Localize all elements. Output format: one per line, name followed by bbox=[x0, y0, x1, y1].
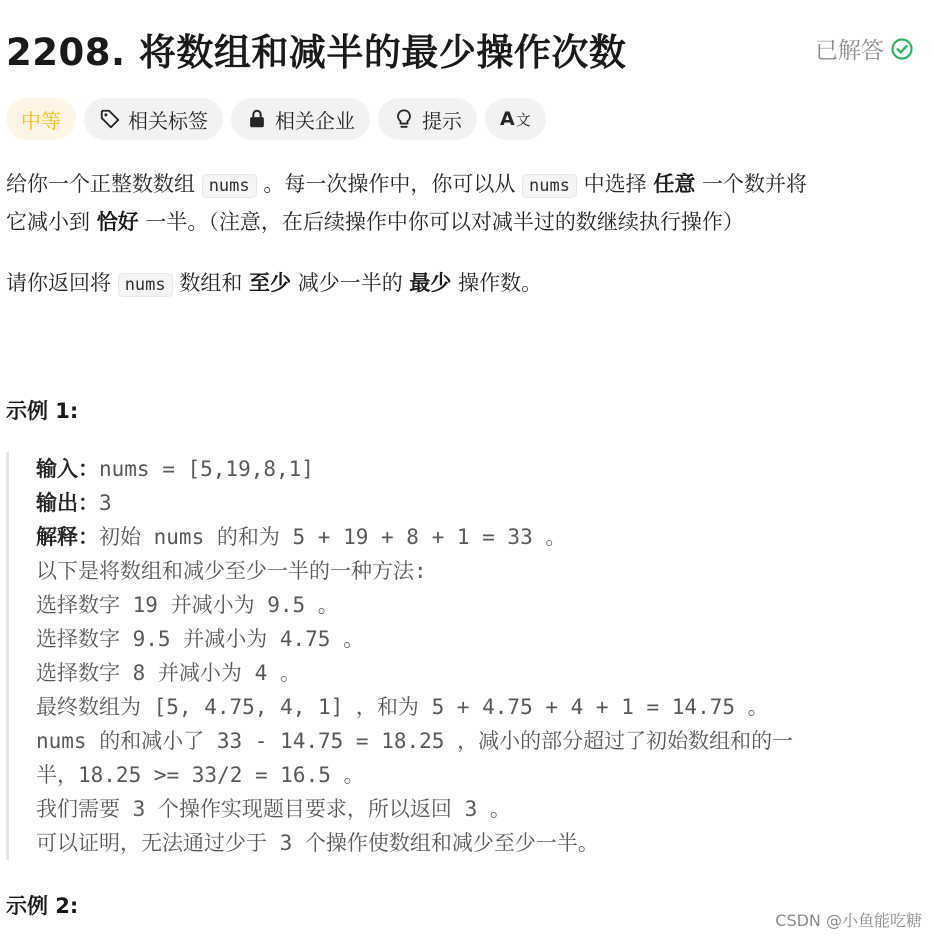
bold-text: 最少 bbox=[409, 271, 452, 295]
output-label: 输出： bbox=[36, 491, 99, 515]
text: 给你一个正整数数组 bbox=[6, 172, 195, 196]
explanation-line: 以下是将数组和减少至少一半的一种方法: bbox=[36, 559, 427, 583]
inline-code: nums bbox=[202, 174, 257, 198]
example-2-heading: 示例 2: bbox=[6, 894, 79, 918]
explanation-line: 最终数组为 [5, 4.75, 4, 1] ，和为 5 + 4.75 + 4 + 1 = 14.75 。 bbox=[36, 695, 769, 719]
problem-title: 2208. 将数组和减半的最少操作次数 bbox=[6, 31, 627, 74]
explanation-line: nums 的和减小了 33 - 14.75 = 18.25 ，减小的部分超过了初始数组和的一 bbox=[36, 729, 794, 753]
related-companies-label: 相关企业 bbox=[275, 108, 355, 133]
difficulty-label: 中等 bbox=[21, 108, 61, 133]
text: 数组和 bbox=[179, 271, 243, 295]
input-value: nums = [5,19,8,1] bbox=[99, 457, 314, 481]
description-line bbox=[6, 204, 807, 240]
related-tags-button[interactable] bbox=[84, 98, 223, 140]
bold-text: 至少 bbox=[249, 271, 292, 295]
lightbulb-icon bbox=[393, 108, 415, 130]
description-paragraph-2 bbox=[6, 265, 542, 303]
output-value: 3 bbox=[99, 491, 112, 515]
explanation-line: 我们需要 3 个操作实现题目要求，所以返回 3 。 bbox=[36, 797, 511, 821]
example-1-heading: 示例 1: bbox=[6, 399, 79, 423]
explanation-line: 选择数字 9.5 并减小为 4.75 。 bbox=[36, 627, 365, 651]
explanation-line: 可以证明，无法通过少于 3 个操作使数组和减少至少一半。 bbox=[36, 831, 599, 855]
text: 操作数。 bbox=[458, 271, 543, 295]
text: 中选择 bbox=[583, 172, 647, 196]
description-line bbox=[6, 166, 807, 204]
watermark: CSDN @小鱼能吃糖 bbox=[775, 911, 922, 930]
text: 一个数并将 bbox=[702, 172, 808, 196]
translate-icon: A bbox=[500, 108, 515, 130]
example-1-block bbox=[6, 452, 926, 860]
bold-text: 恰好 bbox=[96, 210, 139, 234]
bold-text: 任意 bbox=[653, 172, 696, 196]
tag-bar bbox=[6, 98, 546, 140]
hint-button[interactable] bbox=[378, 98, 477, 140]
tag-icon bbox=[99, 108, 121, 130]
example-input-line bbox=[36, 452, 926, 486]
text: 请你返回将 bbox=[6, 271, 111, 295]
explanation-line: 选择数字 19 并减小为 9.5 。 bbox=[36, 593, 339, 617]
explain-label: 解释： bbox=[36, 525, 99, 549]
input-label: 输入： bbox=[36, 457, 99, 481]
text: 。每一次操作中，你可以从 bbox=[263, 172, 516, 196]
difficulty-badge[interactable] bbox=[6, 98, 76, 140]
explanation-line: 半，18.25 >= 33/2 = 16.5 。 bbox=[36, 763, 365, 787]
inline-code: nums bbox=[522, 174, 577, 198]
translate-button[interactable] bbox=[485, 98, 546, 140]
inline-code: nums bbox=[118, 273, 173, 297]
text: 一半。（注意，在后续操作中你可以对减半过的数继续执行操作） bbox=[145, 210, 744, 234]
related-tags-label: 相关标签 bbox=[128, 108, 208, 133]
solved-status[interactable] bbox=[815, 32, 914, 65]
explain-value: 初始 nums 的和为 5 + 19 + 8 + 1 = 33 。 bbox=[99, 525, 567, 549]
text: 它减小到 bbox=[6, 210, 90, 234]
text: 减少一半的 bbox=[297, 271, 403, 295]
translate-icon-glyph: 文 bbox=[515, 110, 531, 129]
example-output-line bbox=[36, 486, 926, 520]
explanation-line: 选择数字 8 并减小为 4 。 bbox=[36, 661, 301, 685]
solved-label: 已解答 bbox=[815, 38, 884, 64]
example-explain-line bbox=[36, 520, 926, 554]
check-circle-icon bbox=[890, 37, 914, 61]
description-paragraph-1 bbox=[6, 166, 807, 240]
related-companies-button[interactable] bbox=[231, 98, 370, 140]
lock-icon bbox=[246, 108, 268, 130]
hint-label: 提示 bbox=[422, 108, 462, 133]
